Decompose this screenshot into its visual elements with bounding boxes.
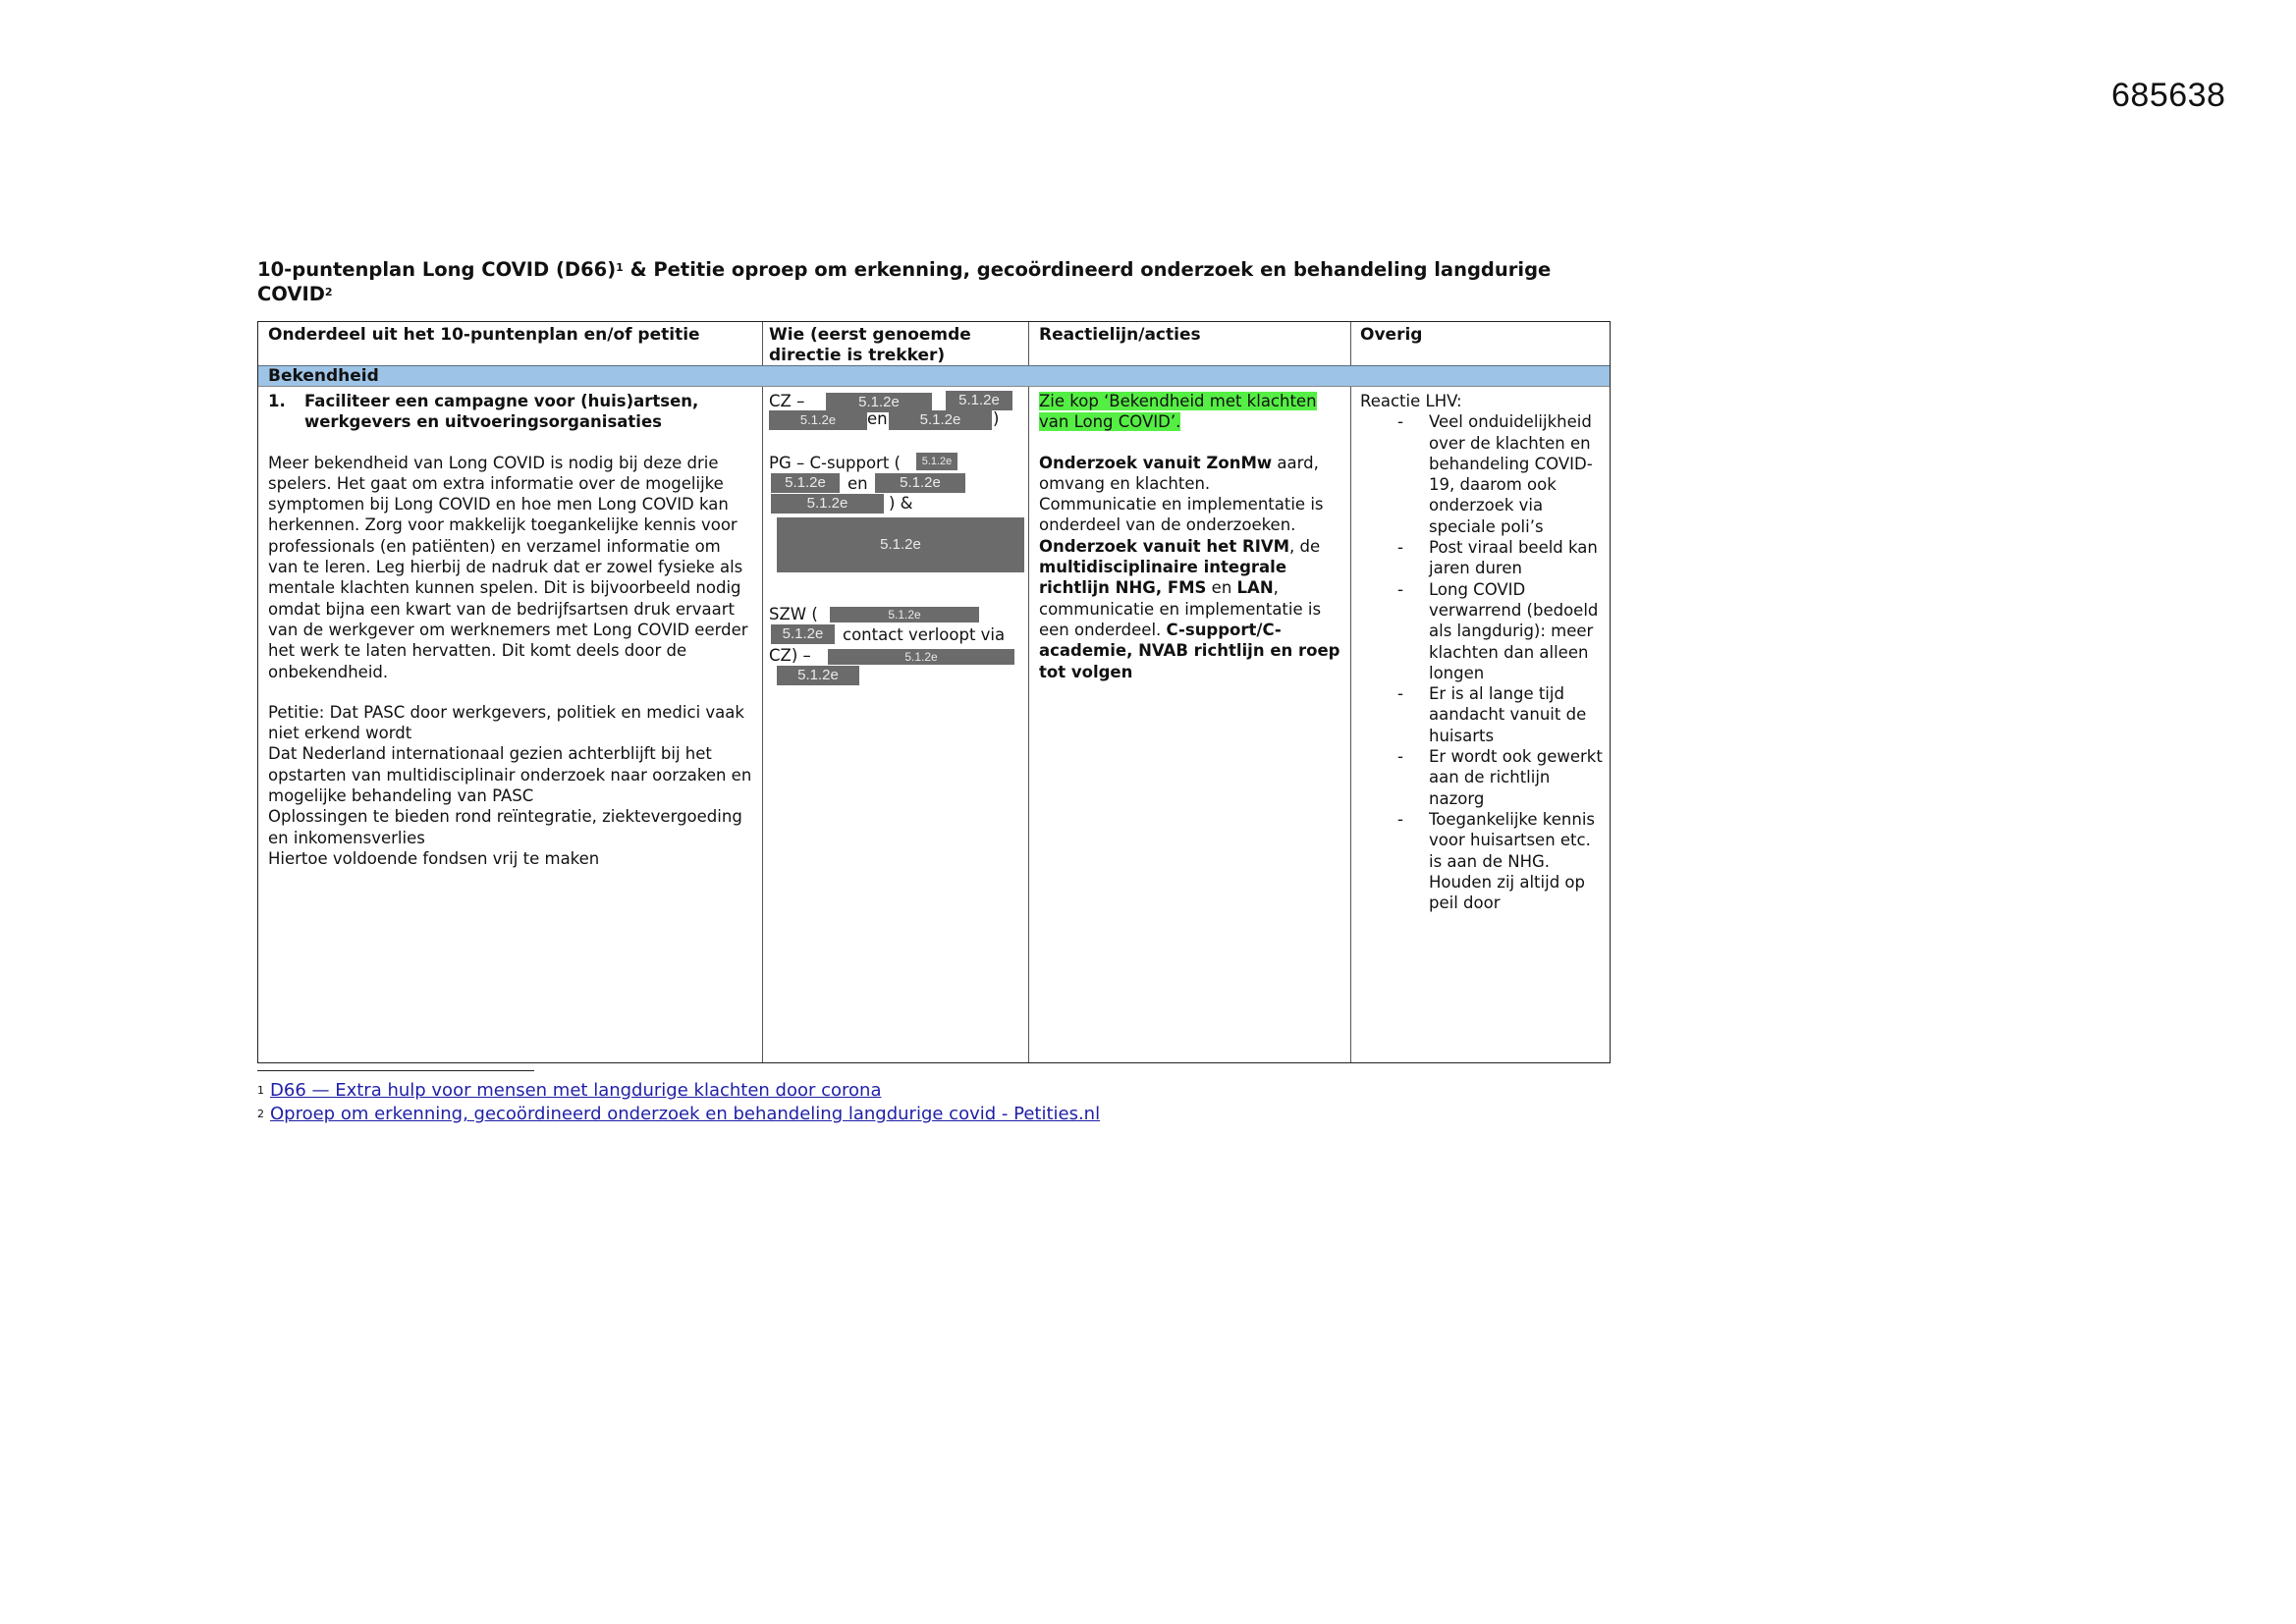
list-item-text: Toegankelijke kennis voor huisartsen etc. is aan de NHG. Houden zij altijd op peil door xyxy=(1429,809,1596,913)
footnote-number: 1 xyxy=(257,1084,264,1097)
list-item-text: Er wordt ook gewerkt aan de richtlijn nazorg xyxy=(1429,747,1603,808)
header-reactielijn: Reactielijn/acties xyxy=(1039,325,1201,345)
redaction-box: 5.1.2e xyxy=(946,391,1012,410)
dash-bullet-icon: - xyxy=(1397,579,1403,599)
cell-reactielijn xyxy=(1039,391,1348,682)
list-item xyxy=(1360,537,1606,579)
redaction-box: 5.1.2e xyxy=(771,473,840,493)
petition-line: Petitie: Dat PASC door werkgevers, politiek en medici vaak niet erkend wordt xyxy=(268,702,744,743)
dash-bullet-icon: - xyxy=(1397,412,1403,432)
header-overig: Overig xyxy=(1360,325,1423,345)
dash-bullet-icon: - xyxy=(1397,684,1403,704)
redaction-box: 5.1.2e xyxy=(769,410,867,430)
document-number: 685638 xyxy=(2111,77,2226,114)
reaction-bold: Onderzoek vanuit ZonMw xyxy=(1039,453,1273,472)
list-item xyxy=(1360,809,1606,913)
dash-bullet-icon: - xyxy=(1397,809,1403,829)
who-szw-contact: contact verloopt via xyxy=(843,625,1006,644)
petition-line: Dat Nederland internationaal gezien achterblijft bij het opstarten van multidisciplinair onderzoek naar oorzaken en mogelijke behandeling van PASC xyxy=(268,744,752,806)
reaction-text-part: en xyxy=(1206,578,1237,598)
list-item-text: Er is al lange tijd aandacht vanuit de huisarts xyxy=(1429,684,1587,745)
redaction-box: 5.1.2e xyxy=(916,453,957,470)
column-divider xyxy=(1350,322,1351,1062)
point-number: 1. xyxy=(268,392,286,410)
title-part-1: 10-puntenplan Long COVID (D66) xyxy=(257,258,617,281)
point-title: Faciliteer een campagne voor (huis)artsen, werkgevers en uitvoeringsorganisaties xyxy=(304,392,699,432)
footnote-link-petities[interactable]: Oproep om erkenning, gecoördineerd onderzoek en behandeling langdurige covid - Petities.nl xyxy=(270,1104,1101,1124)
point-description: Meer bekendheid van Long COVID is nodig bij deze drie spelers. Het gaat om extra informatie over de mogelijke symptomen bij Long COVID en hoe men Long COVID kan herkennen. Zorg voor makkelijk toegankelijke kennis voor professionals (en patiënten) en verzamel informatie om van te leren. Leg hierbij de nadruk dat er zowel fysieke als mentale klachten kunnen spelen. Dit is bijvoorbeeld nodig omdat bijna een kwart van de bedrijfsartsen druk ervaart van de werkgever om werknemers met Long COVID eerder het werk te laten hervatten. Dit komt deels door de onbekendheid. xyxy=(268,453,748,681)
dash-bullet-icon: - xyxy=(1397,538,1403,558)
cell-overig xyxy=(1360,391,1606,913)
reaction-text-part: , de xyxy=(1289,536,1321,556)
point-heading xyxy=(268,391,754,433)
plan-table xyxy=(257,321,1611,1063)
list-item-text: Veel onduidelijkheid over de klachten en behandeling COVID-19, daarom ook onderzoek via speciale poli’s xyxy=(1429,412,1593,536)
redaction-box: 5.1.2e xyxy=(777,517,1024,572)
who-en: en xyxy=(867,409,888,428)
section-band xyxy=(258,365,1610,387)
footnote-separator xyxy=(257,1070,534,1071)
who-pg-close: ) & xyxy=(889,494,913,513)
list-item-text: Long COVID verwarrend (bedoeld als langdurig): meer klachten dan alleen longen xyxy=(1429,579,1599,682)
list-item-text: Post viraal beeld kan jaren duren xyxy=(1429,538,1598,578)
footnote-ref-1[interactable]: 1 xyxy=(616,261,624,274)
redaction-box: 5.1.2e xyxy=(889,410,992,430)
redaction-box: 5.1.2e xyxy=(771,624,835,644)
redaction-box: 5.1.2e xyxy=(771,494,884,514)
reaction-bold: LAN xyxy=(1236,578,1274,598)
header-wie: Wie (eerst genoemde directie is trekker) xyxy=(769,325,971,365)
reaction-bold: Onderzoek vanuit het RIVM xyxy=(1039,536,1290,556)
who-szw-cz: CZ) – xyxy=(769,646,811,665)
who-szw: SZW ( xyxy=(769,605,818,623)
list-item xyxy=(1360,411,1606,537)
lhv-list xyxy=(1360,411,1606,913)
list-item xyxy=(1360,579,1606,683)
redaction-box: 5.1.2e xyxy=(777,666,859,685)
who-pg: PG – C-support ( xyxy=(769,454,901,472)
reaction-bold: multidisciplinaire integrale richtlijn NHG, FMS xyxy=(1039,558,1287,598)
list-item xyxy=(1360,746,1606,809)
section-title: Bekendheid xyxy=(268,366,379,386)
footnote-number: 2 xyxy=(257,1108,264,1120)
reaction-text-part: , communicatie en implementatie is een onderdeel. xyxy=(1039,578,1322,639)
footnote-1 xyxy=(257,1080,881,1102)
petition-line: Hiertoe voldoende fondsen vrij te maken xyxy=(268,848,600,868)
document-title xyxy=(257,257,1632,306)
table-header-row xyxy=(258,322,1610,366)
redaction-box: 5.1.2e xyxy=(826,393,932,412)
redaction-box: 5.1.2e xyxy=(830,607,979,623)
list-item xyxy=(1360,683,1606,746)
petition-block xyxy=(268,702,754,869)
reaction-text-part: aard, omvang en klachten. xyxy=(1039,453,1319,493)
cell-onderdeel xyxy=(268,391,754,869)
reaction-bold: C-support/C-academie, NVAB richtlijn en roep tot volgen xyxy=(1039,620,1340,681)
title-part-2: & Petitie oproep om erkenning, gecoördineerd onderzoek en behandeling langdurige COVID xyxy=(257,258,1552,305)
redaction-box: 5.1.2e xyxy=(828,649,1014,665)
header-onderdeel: Onderdeel uit het 10-puntenplan en/of petitie xyxy=(268,325,700,345)
who-close: ) xyxy=(993,409,1000,428)
column-divider xyxy=(1028,322,1029,1062)
reaction-text xyxy=(1039,453,1348,682)
footnote-2 xyxy=(257,1104,1100,1125)
petition-line: Oplossingen te bieden rond reïntegratie, ziektevergoeding en inkomensverlies xyxy=(268,807,742,847)
lhv-intro: Reactie LHV: xyxy=(1360,392,1462,410)
who-pg-en: en xyxy=(847,474,868,493)
dash-bullet-icon: - xyxy=(1397,747,1403,767)
column-divider xyxy=(762,322,763,1062)
footnote-link-d66[interactable]: D66 — Extra hulp voor mensen met langdurige klachten door corona xyxy=(270,1080,882,1101)
cell-wie xyxy=(769,391,1024,705)
reaction-text-part: Communicatie en implementatie is onderdeel van de onderzoeken. xyxy=(1039,495,1324,535)
who-cz: CZ – xyxy=(769,392,805,410)
footnote-ref-2[interactable]: 2 xyxy=(324,286,333,298)
highlighted-reference: Zie kop ‘Bekendheid met klachten van Long COVID’. xyxy=(1039,392,1317,432)
redaction-box: 5.1.2e xyxy=(875,473,965,493)
